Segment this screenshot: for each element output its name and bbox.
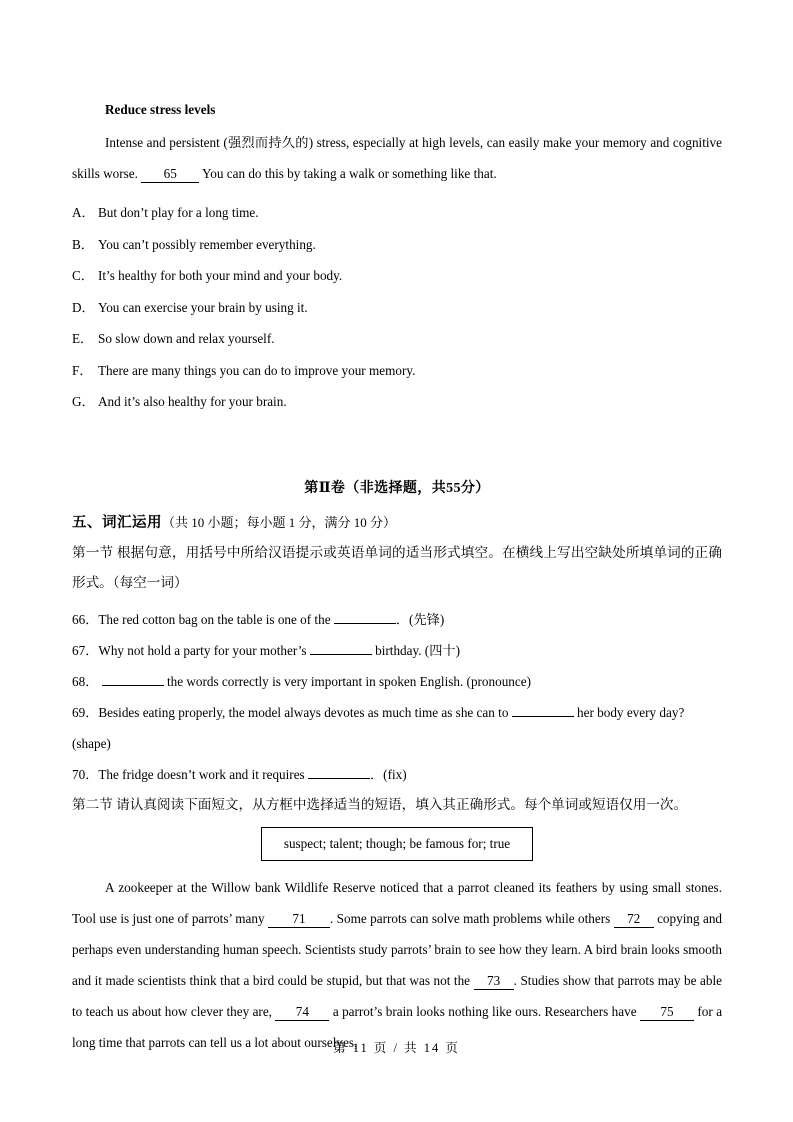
- option-label: B．: [72, 236, 94, 252]
- section-five-heading: [72, 508, 722, 538]
- word-bank-wrapper: [72, 827, 722, 861]
- reading-paragraph: [72, 127, 722, 189]
- blank-75[interactable]: 75: [640, 1005, 694, 1021]
- option-text: You can’t possibly remember everything.: [98, 236, 316, 252]
- option-item[interactable]: [72, 260, 722, 292]
- question-number: 70．: [72, 766, 99, 782]
- page-footer: 第 11 页 / 共 14 页: [333, 1041, 460, 1055]
- option-label: C．: [72, 268, 94, 283]
- answer-blank-70[interactable]: [308, 763, 370, 779]
- passage-seg-1: A zookeeper at the Willow bank Wildlife Reserve noticed that a parrot cleaned its feathers by using small stones. Tool use is just one of parrots’ many: [72, 879, 722, 926]
- answer-blank-68[interactable]: [102, 670, 164, 686]
- option-label: G．: [72, 394, 95, 409]
- option-text: You can exercise your brain by using it.: [98, 299, 308, 315]
- section-five-subtitle: （共 10 小题；每小题 1 分，满分 10 分）: [162, 514, 397, 530]
- blank-72[interactable]: 72: [614, 912, 654, 928]
- blank-74[interactable]: 74: [275, 1005, 329, 1021]
- answer-blank-69[interactable]: [512, 701, 574, 717]
- option-item[interactable]: [72, 386, 722, 418]
- passage-seg-6: for a long time that parrots can tell us a lot about ourselves,: [72, 1003, 723, 1050]
- passage-seg-2: . Some parrots can solve math problems while others: [329, 910, 611, 926]
- option-text: So slow down and relax yourself.: [98, 331, 275, 346]
- question-text-after: ．(fix): [369, 766, 407, 782]
- part-one-instruction: 第一节 根据句意，用括号中所给汉语提示或英语单词的适当形式填空。在横线上写出空缺处所填单词的正确形式。（每空一词）: [72, 544, 722, 590]
- option-label: D．: [72, 299, 95, 315]
- question-row[interactable]: [72, 604, 722, 635]
- question-text-before: Why not hold a party for your mother’s: [98, 642, 307, 658]
- blank-65[interactable]: 65: [141, 167, 199, 183]
- question-text-after: ．(先锋): [395, 611, 445, 627]
- blank-71[interactable]: 71: [268, 912, 330, 928]
- question-number: 69．: [72, 704, 99, 720]
- question-row[interactable]: [72, 666, 722, 697]
- question-text-before: Besides eating properly, the model always devotes as much time as she can to: [98, 704, 509, 720]
- option-item[interactable]: [72, 323, 722, 355]
- paper-part-heading: 第Ⅱ卷（非选择题，共55分）: [304, 480, 490, 496]
- option-item[interactable]: [72, 229, 722, 261]
- question-row[interactable]: [72, 759, 722, 790]
- passage-seg-3: copying and perhaps even understanding human speech. Scientists study parrots’ brain to see how they learn. A bird brain looks smooth and it made scientists think that a bird could be stupid, but that was not the: [72, 910, 723, 988]
- blank-73[interactable]: 73: [474, 974, 514, 990]
- option-list: [72, 197, 722, 418]
- question-list: [72, 604, 722, 790]
- passage-seg-4: . Studies show that parrots may be able to teach us about how clever they are,: [72, 972, 722, 1019]
- option-label: A．: [72, 205, 95, 220]
- answer-blank-67[interactable]: [310, 639, 372, 655]
- option-item[interactable]: [72, 197, 722, 229]
- question-number: 68．: [72, 673, 99, 689]
- question-text-before: The red cotton bag on the table is one of the: [98, 611, 331, 627]
- part-two-instruction: 第二节 请认真阅读下面短文，从方框中选择适当的短语，填入其正确形式。每个单词或短语仅用一次。: [72, 796, 688, 812]
- passage-seg-5: a parrot’s brain looks nothing like ours. Researchers have: [332, 1003, 637, 1019]
- reading-paragraph-before: Intense and persistent (强烈而持久的) stress, especially at high levels, can easily make your memory and cognitive skills worse.: [72, 135, 722, 181]
- section-five-title: 五、词汇运用: [72, 514, 162, 531]
- reading-paragraph-after: You can do this by taking a walk or something like that.: [202, 166, 497, 181]
- option-text: But don’t play for a long time.: [98, 205, 259, 220]
- question-text-after: the words correctly is very important in spoken English. (pronounce): [166, 673, 532, 689]
- option-label: E．: [72, 331, 94, 346]
- answer-blank-66[interactable]: [334, 608, 396, 624]
- option-text: And it’s also healthy for your brain.: [98, 394, 287, 409]
- question-row[interactable]: [72, 635, 722, 666]
- cloze-passage: [72, 872, 722, 1058]
- question-text-trailing: (shape): [72, 735, 111, 751]
- option-item[interactable]: [72, 292, 722, 324]
- option-label: F．: [72, 362, 93, 378]
- page-content: [72, 96, 722, 1058]
- question-row[interactable]: [72, 697, 722, 759]
- reading-subheading: Reduce stress levels: [105, 102, 216, 117]
- question-text-before: The fridge doesn’t work and it requires: [98, 766, 305, 782]
- question-text-after: birthday. (四十): [375, 642, 460, 658]
- option-text: There are many things you can do to improve your memory.: [98, 362, 416, 378]
- option-text: It’s healthy for both your mind and your body.: [98, 268, 343, 283]
- question-text-after: her body every day?: [577, 704, 685, 720]
- question-number: 67．: [72, 642, 99, 658]
- option-item[interactable]: [72, 355, 722, 387]
- word-bank-box: suspect; talent; though; be famous for; true: [261, 827, 533, 861]
- question-number: 66．: [72, 611, 99, 627]
